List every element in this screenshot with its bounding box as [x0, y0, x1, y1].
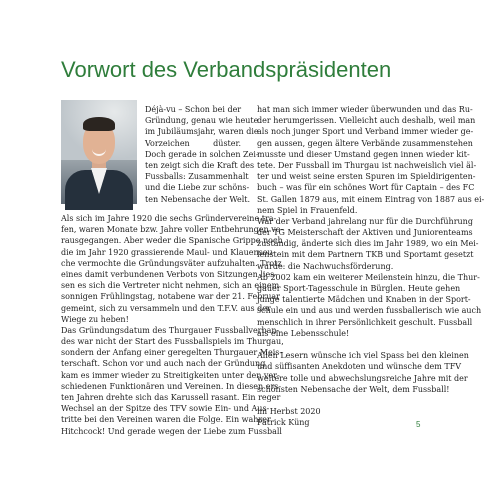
text-line: weitere tolle und abwechslungsreiche Jahre mit der	[257, 373, 468, 383]
text-line: hat man sich immer wieder überwunden und das Ru-	[257, 105, 473, 114]
text-line: des war nicht der Start des Fussballspiels im Thurgau,	[61, 337, 284, 347]
text-line: im Jubiläumsjahr, waren die	[145, 127, 259, 137]
text-line: als noch junger Sport und Verband immer wieder ge-	[257, 127, 474, 137]
text-line: Vorzeichen düster.	[145, 138, 241, 148]
text-line: menschlich in ihrer Persönlichkeit geschult. Fussball	[257, 317, 473, 327]
text-line: Wiege zu heben!	[61, 314, 129, 324]
text-line: wurde: die Nachwuchsförderung.	[257, 261, 394, 271]
text-line: musste und dieser Umstand gegen innen wieder kit-	[257, 149, 470, 159]
text-line	[257, 395, 437, 406]
text-line: terschaft. Schon vor und auch nach der Gründung	[61, 359, 266, 369]
right-column-body	[257, 104, 484, 428]
text-line: Allen Lesern wünsche ich viel Spass bei den kleinen	[257, 351, 469, 361]
text-line: kam es immer wieder zu Streitigkeiten unter den ver-	[61, 370, 280, 380]
text-line: buch – was für ein schönes Wort für Captain – des FC	[257, 183, 475, 193]
text-line: rausgegangen. Aber weder die Spanische Grippe noch	[61, 236, 283, 246]
text-line: fen, waren Monate bzw. Jahre voller Entbehrungen vo-	[61, 225, 284, 235]
text-line: War der Verband jahrelang nur für die Durchführung	[257, 216, 473, 226]
text-line: Doch gerade in solchen Zei-	[145, 149, 259, 159]
text-line: Hitchcock! Und gerade wegen der Liebe zum Fussball	[61, 426, 282, 436]
text-line: im Herbst 2020	[257, 407, 321, 417]
text-line: zuständig, änderte sich dies im Jahr 1989, wo ein Mei-	[257, 239, 479, 249]
text-line: Gründung, genau wie heute	[145, 116, 259, 126]
text-line: Fussballs: Zusammenhalt	[145, 172, 249, 182]
text-line: Déjà-vu – Schon bei der	[145, 105, 242, 114]
text-line	[257, 339, 437, 350]
text-line: Patrick Küng	[257, 418, 310, 428]
text-line: che vermochte die Gründungsväter aufzuhalten. Trotz	[61, 258, 282, 268]
text-line: Ab 2002 kam ein weiterer Meilenstein hinzu, die Thur-	[257, 272, 480, 282]
text-line: sen es sich die Vertreter nicht nehmen, sich an einem	[61, 281, 280, 291]
text-line: tritte bei den Vereinen waren die Folge. Ein wahrer	[61, 415, 271, 425]
text-line: als eine Lebensschule!	[257, 328, 350, 338]
text-line: schönsten Nebensache der Welt, dem Fussball!	[257, 384, 450, 394]
text-line: Als sich im Jahre 1920 die sechs Gründervereine tra-	[61, 214, 277, 223]
text-line: der herumgerissen. Vielleicht auch deshalb, weil man	[257, 116, 476, 126]
text-line: sonnigen Frühlingstag, notabene war der 21. Februar	[61, 292, 280, 302]
text-line: ten zeigt sich die Kraft des	[145, 160, 255, 170]
text-line: tete. Der Fussball im Thurgau ist nachweislich viel äl-	[257, 160, 477, 170]
text-line: Das Gründungsdatum des Thurgauer Fussballverban-	[61, 325, 280, 335]
text-line: Wechsel an der Spitze des TFV sowie Ein- und Aus-	[61, 404, 270, 414]
text-line: der TG Meisterschaft der Aktiven und Juniorenteams	[257, 228, 473, 238]
text-line: gauer Sport-Tagesschule in Bürglen. Heute gehen	[257, 284, 461, 293]
text-line: und süffisanten Anekdoten und wünsche dem TFV	[257, 362, 462, 372]
text-line: St. Gallen 1879 aus, mit einem Eintrag von 1887 aus ei-	[257, 194, 484, 204]
text-line: ten Nebensache der Welt.	[145, 194, 251, 204]
text-line: schule ein und aus und werden fussballerisch wie auch	[257, 306, 482, 316]
text-line: gen aussen, gegen ältere Verbände zusammenstehen	[257, 138, 473, 148]
page-title: Vorwort des Verbandspräsidenten	[61, 57, 392, 82]
text-line: gemeint, sich zu versammeln und den T.F.V. aus der	[61, 303, 271, 313]
text-line: ter und weist seine ersten Spuren im Spieldirigenten-	[257, 172, 476, 182]
text-line: junge talentierte Mädchen und Knaben in der Sport-	[257, 295, 471, 305]
page-number: 5	[416, 420, 421, 429]
text-line: sondern der Anfang einer geregelten Thurgauer Meis-	[61, 348, 283, 358]
text-line: ten Jahren drehte sich das Karussell rasant. Ein reger	[61, 393, 281, 402]
text-line: lenstein mit dem Partnern TKB und Sportamt gesetzt	[257, 250, 474, 260]
text-line: und die Liebe zur schöns-	[145, 183, 250, 193]
president-portrait	[61, 100, 137, 204]
text-line: eines damit verbundenen Verbots von Sitzungen lies-	[61, 269, 277, 279]
left-column-intro	[145, 104, 259, 205]
text-line: schiedenen Funktionären und Vereinen. In diesen ers-	[61, 381, 282, 391]
text-line: nem Spiel in Frauenfeld.	[257, 205, 358, 215]
text-line: die im Jahr 1920 grassierende Maul- und Klauenseu-	[61, 247, 276, 257]
